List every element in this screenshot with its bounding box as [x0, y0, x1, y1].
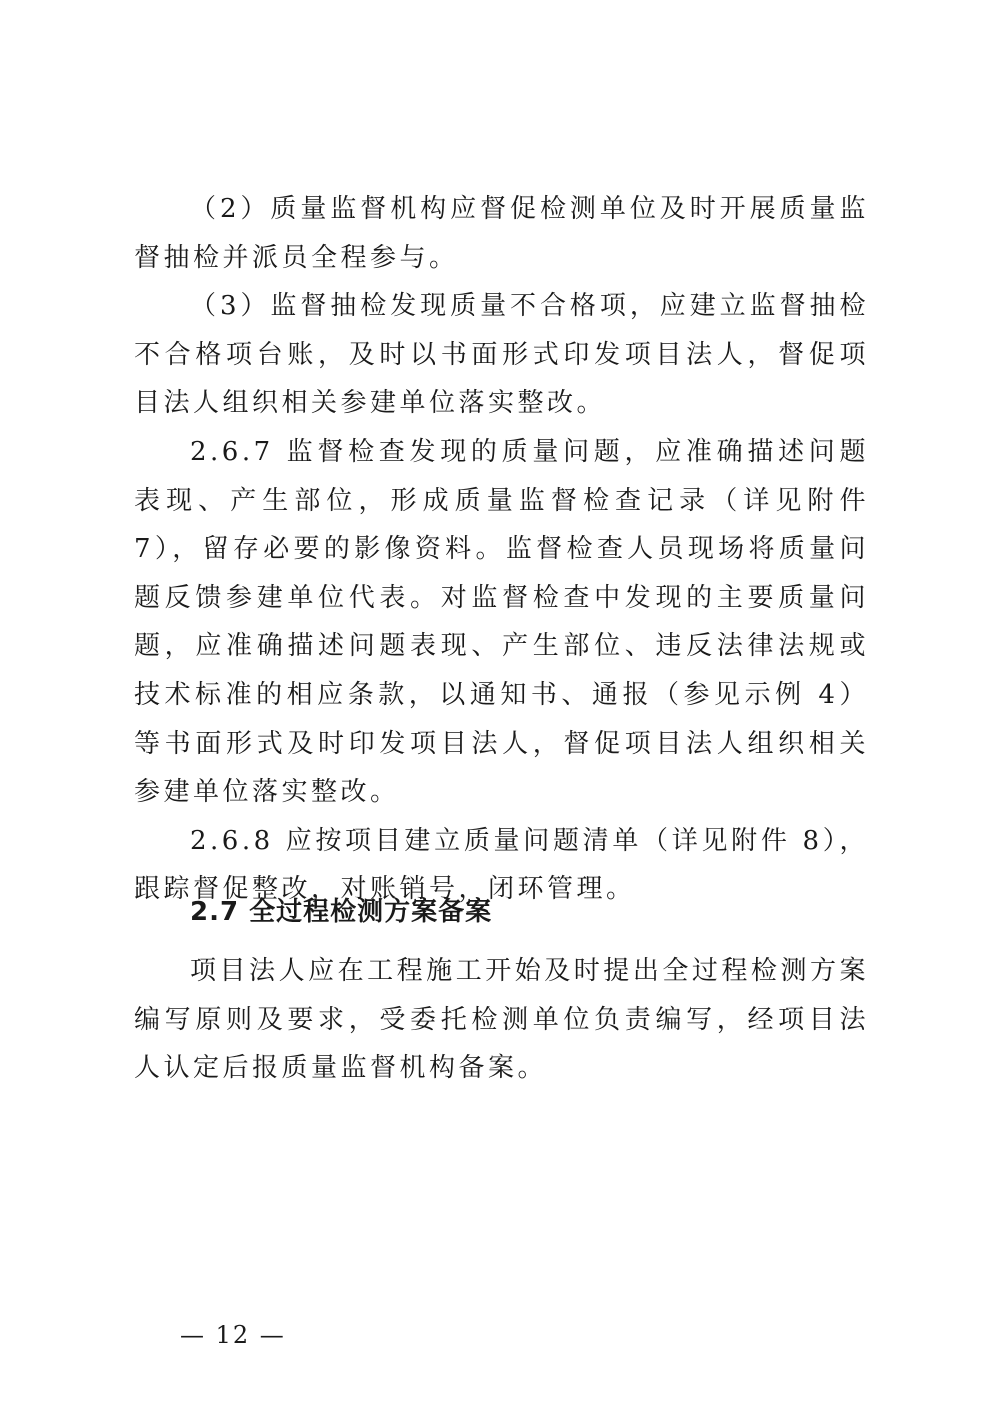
page-number: — 12 — [180, 1321, 286, 1349]
paragraph-3-nonconformance-ledger: （3）监督抽检发现质量不合格项，应建立监督抽检不合格项台账，及时以书面形式印发项目法人，督促项目法人组织相关参建单位落实整改。 [134, 291, 869, 419]
text-block-after-heading [134, 947, 869, 1093]
paragraph-2-supervision-sampling: （2）质量监督机构应督促检测单位及时开展质量监督抽检并派员全程参与。 [134, 194, 869, 273]
paragraph-2-6-8-problem-list: 2.6.8 应按项目建立质量问题清单（详见附件 8），跟踪督促整改，对账销号，闭环管理。 [134, 825, 869, 905]
paragraph-testing-plan-filing: 项目法人应在工程施工开始及时提出全过程检测方案编写原则及要求，受委托检测单位负责编写，经项目法人认定后报质量监督机构备案。 [134, 956, 869, 1084]
paragraph-2-6-7-quality-problems: 2.6.7 监督检查发现的质量问题，应准确描述问题表现、产生部位，形成质量监督检查记录（详见附件 7），留存必要的影像资料。监督检查人员现场将质量问题反馈参建单位代表。对监督检查中发现的主要质量问题，应准确描述问题表现、产生部位、违反法律法规或技术标准的相应条款，以通知书、通报（参见示例 4）等书面形式及时印发项目法人，督促项目法人组织相关参建单位落实整改。 [134, 436, 869, 808]
text-block-before-heading [134, 185, 869, 914]
section-heading-2-7: 2.7 全过程检测方案备案 [190, 897, 493, 927]
